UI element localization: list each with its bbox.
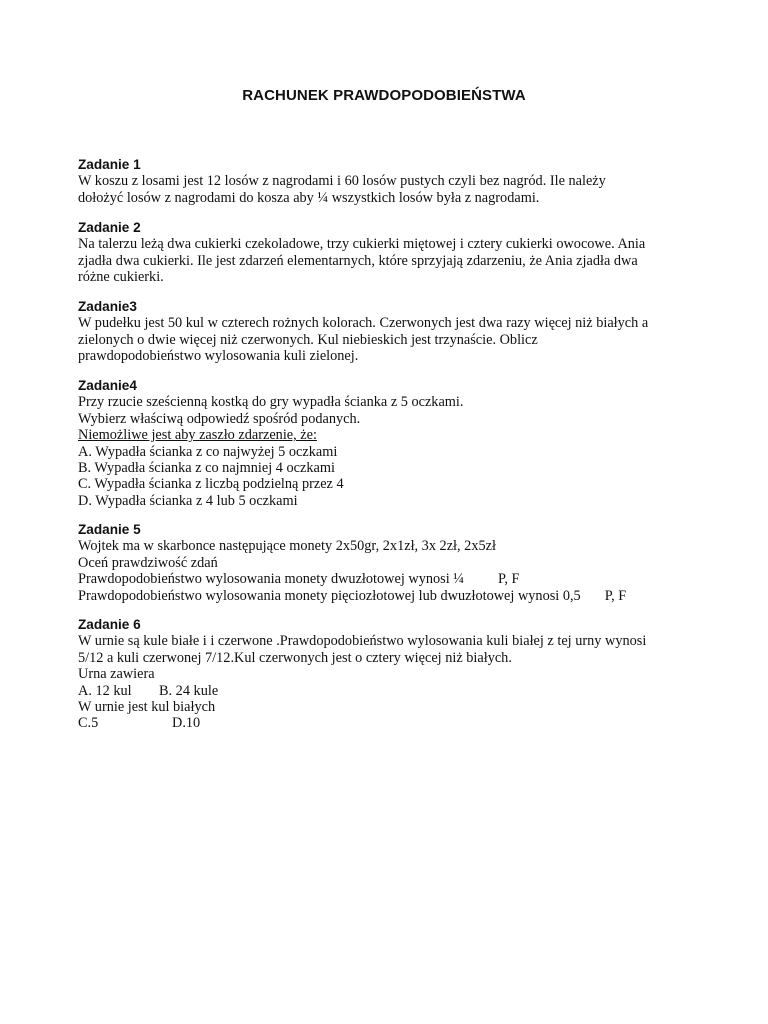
answer-option-c: C.5 <box>78 715 99 732</box>
task-heading: Zadanie 5 <box>78 522 141 537</box>
task-text-line: W urnie są kule białe i i czerwone .Prawdopodobieństwo wylosowania kuli białej z tej urny wynosi <box>78 633 647 650</box>
task-text-line: W pudełku jest 50 kul w czterech rożnych kolorach. Czerwonych jest dwa razy więcej niż białych a <box>78 315 649 332</box>
task-text-line: Oceń prawdziwość zdań <box>78 554 218 571</box>
task-text-line: Przy rzucie sześcienną kostką do gry wypadła ścianka z 5 oczkami. <box>78 394 464 411</box>
task-text-line: zielonych o dwie więcej niż czerwonych. Kul niebieskich jest trzynaście. Oblicz <box>78 331 538 348</box>
task-heading: Zadanie 1 <box>78 157 141 172</box>
task-text-line: 5/12 a kuli czerwonej 7/12.Kul czerwonych jest o cztery więcej niż białych. <box>78 649 512 666</box>
task-heading: Zadanie 6 <box>78 617 141 632</box>
task-text-line: prawdopodobieństwo wylosowania kuli zielonej. <box>78 348 359 365</box>
task-4 <box>78 378 698 509</box>
answer-options-row <box>78 683 698 699</box>
task-condition-underlined: Niemożliwe jest aby zaszło zdarzenie, że: <box>78 427 317 444</box>
answer-option-a: A. 12 kul <box>78 682 132 699</box>
task-heading: Zadanie3 <box>78 299 137 314</box>
true-false-choice: P, F <box>497 571 520 588</box>
task-heading: Zadanie4 <box>78 378 137 393</box>
task-text-line: Na talerzu leżą dwa cukierki czekoladowe, trzy cukierki miętowej i cztery cukierki owocowe. Ania <box>78 236 646 253</box>
task-5 <box>78 522 698 604</box>
task-text-line: W koszu z losami jest 12 losów z nagrodami i 60 losów pustych czyli bez nagród. Ile należy <box>78 173 606 190</box>
answer-option-d: D. Wypadła ścianka z 4 lub 5 oczkami <box>78 492 298 509</box>
task-3 <box>78 299 698 365</box>
statement-text: Prawdopodobieństwo wylosowania monety pięciozłotowej lub dwuzłotowej wynosi 0,5 <box>78 587 581 604</box>
document-title: RACHUNEK PRAWDOPODOBIEŃSTWA <box>242 87 526 104</box>
task-6 <box>78 617 698 732</box>
answer-option-b: B. Wypadła ścianka z co najmniej 4 oczkami <box>78 460 335 477</box>
task-1 <box>78 157 698 206</box>
task-text-line: Wybierz właściwą odpowiedź spośród podanych. <box>78 410 361 427</box>
task-text-line: dołożyć losów z nagrodami do kosza aby ¼ wszystkich losów była z nagrodami. <box>78 189 540 206</box>
answer-options-row <box>78 715 698 731</box>
true-false-choice: P, F <box>604 587 627 604</box>
true-false-statement <box>78 571 698 587</box>
task-text-line: różne cukierki. <box>78 269 164 286</box>
answer-option-b: B. 24 kule <box>159 682 219 699</box>
task-text-line: zjadła dwa cukierki. Ile jest zdarzeń elementarnych, które sprzyjają zdarzeniu, że Ania zjadła dwa <box>78 252 638 269</box>
answer-option-c: C. Wypadła ścianka z liczbą podzielną przez 4 <box>78 476 344 493</box>
task-text-line: Urna zawiera <box>78 666 155 683</box>
statement-text: Prawdopodobieństwo wylosowania monety dwuzłotowej wynosi ¼ <box>78 571 464 588</box>
task-heading: Zadanie 2 <box>78 220 141 235</box>
true-false-statement <box>78 588 698 604</box>
answer-option-d: D.10 <box>172 715 201 732</box>
answer-option-a: A. Wypadła ścianka z co najwyżej 5 oczkami <box>78 443 338 460</box>
task-2 <box>78 220 698 286</box>
task-text-line: W urnie jest kul białych <box>78 699 216 716</box>
task-text-line: Wojtek ma w skarbonce następujące monety 2x50gr, 2x1zł, 3x 2zł, 2x5zł <box>78 538 496 555</box>
